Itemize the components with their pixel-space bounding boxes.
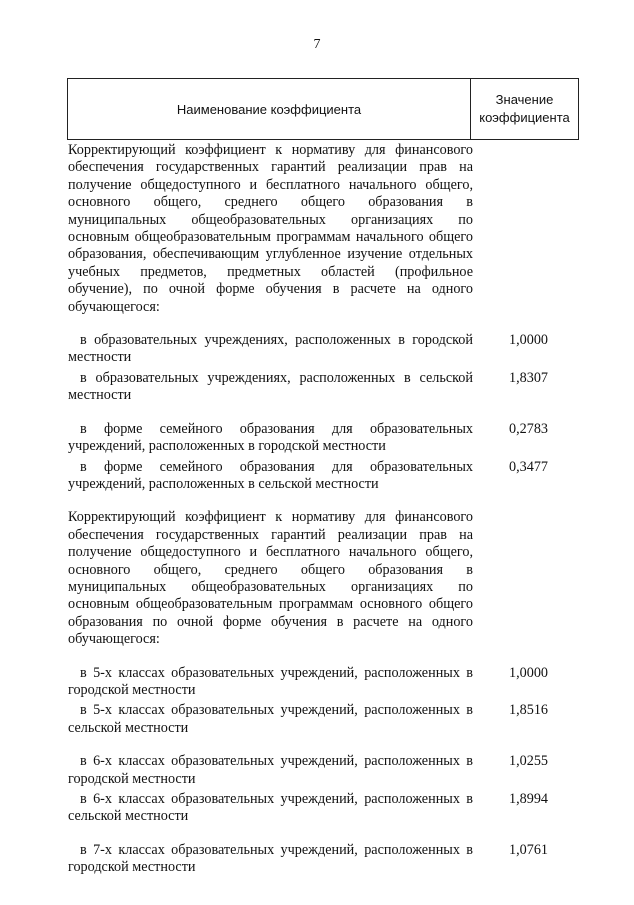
table-row [68, 753, 580, 788]
row-value: 1,8994 [508, 791, 548, 807]
table-row [68, 459, 580, 494]
table-row [68, 842, 580, 877]
row-value: 1,0761 [508, 841, 548, 858]
row-label: в 5-х классах образовательных учреждений, расположенных в сельской местности [68, 702, 473, 736]
table-header [67, 78, 579, 140]
value-header-line2: коэффициента [479, 110, 570, 125]
table-row [68, 332, 580, 367]
table-row [68, 791, 580, 826]
row-value: 1,0000 [508, 332, 548, 349]
row-value: 0,3477 [508, 458, 548, 475]
row-label: в образовательных учреждениях, расположенных в сельской местности [68, 369, 473, 404]
row-label: в 6-х классах образовательных учреждений, расположенных в городской местности [68, 753, 473, 787]
row-label: в 7-х классах образовательных учреждений, расположенных в городской местности [68, 841, 473, 876]
row-value: 1,0000 [508, 664, 548, 681]
row-label: в образовательных учреждениях, расположенных в городской местности [68, 332, 473, 366]
row-value: 1,8516 [508, 702, 548, 719]
row-value: 1,0255 [508, 753, 548, 770]
table-row [68, 370, 580, 405]
row-value: 1,8307 [508, 369, 548, 386]
coefficient-value-header [471, 79, 578, 139]
table-row [68, 665, 580, 700]
row-value: 0,2783 [508, 420, 548, 437]
value-header-line1: Значение [495, 92, 554, 107]
page-number: 7 [313, 37, 321, 52]
section2-intro: Корректирующий коэффициент к нормативу для финансового обеспечения государственных гарантий реализации прав на получение общедоступного и бесплатного начального общего, основного общего, среднего общего образования в муниципальных общеобразовательных организациях по основным общеобразовательным программам основного общего образования по очной форме обучения в расчете на одного обучающегося: [68, 509, 473, 648]
row-label: в 5-х классах образовательных учреждений, расположенных в городской местности [68, 664, 473, 698]
section1-intro: Корректирующий коэффициент к нормативу для финансового обеспечения государственных гарантий реализации прав на получение общедоступного и бесплатного начального общего, основного общего, среднего общего образования в муниципальных общеобразовательных организациях по основным общеобразовательным программам начального общего образования, обеспечивающим углубленное изучение отдельных учебных предметов, предметных областей (профильное обучение), по очной форме обучения в расчете на одного обучающегося: [68, 142, 473, 315]
row-label: в 6-х классах образовательных учреждений, расположенных в сельской местности [68, 791, 473, 825]
row-label: в форме семейного образования для образовательных учреждений, расположенных в сельской местности [68, 458, 473, 492]
table-row [68, 421, 580, 456]
coefficient-name-header: Наименование коэффициента [68, 79, 471, 139]
table-body [68, 142, 580, 877]
table-row [68, 702, 580, 737]
row-label: в форме семейного образования для образовательных учреждений, расположенных в городской местности [68, 420, 473, 455]
